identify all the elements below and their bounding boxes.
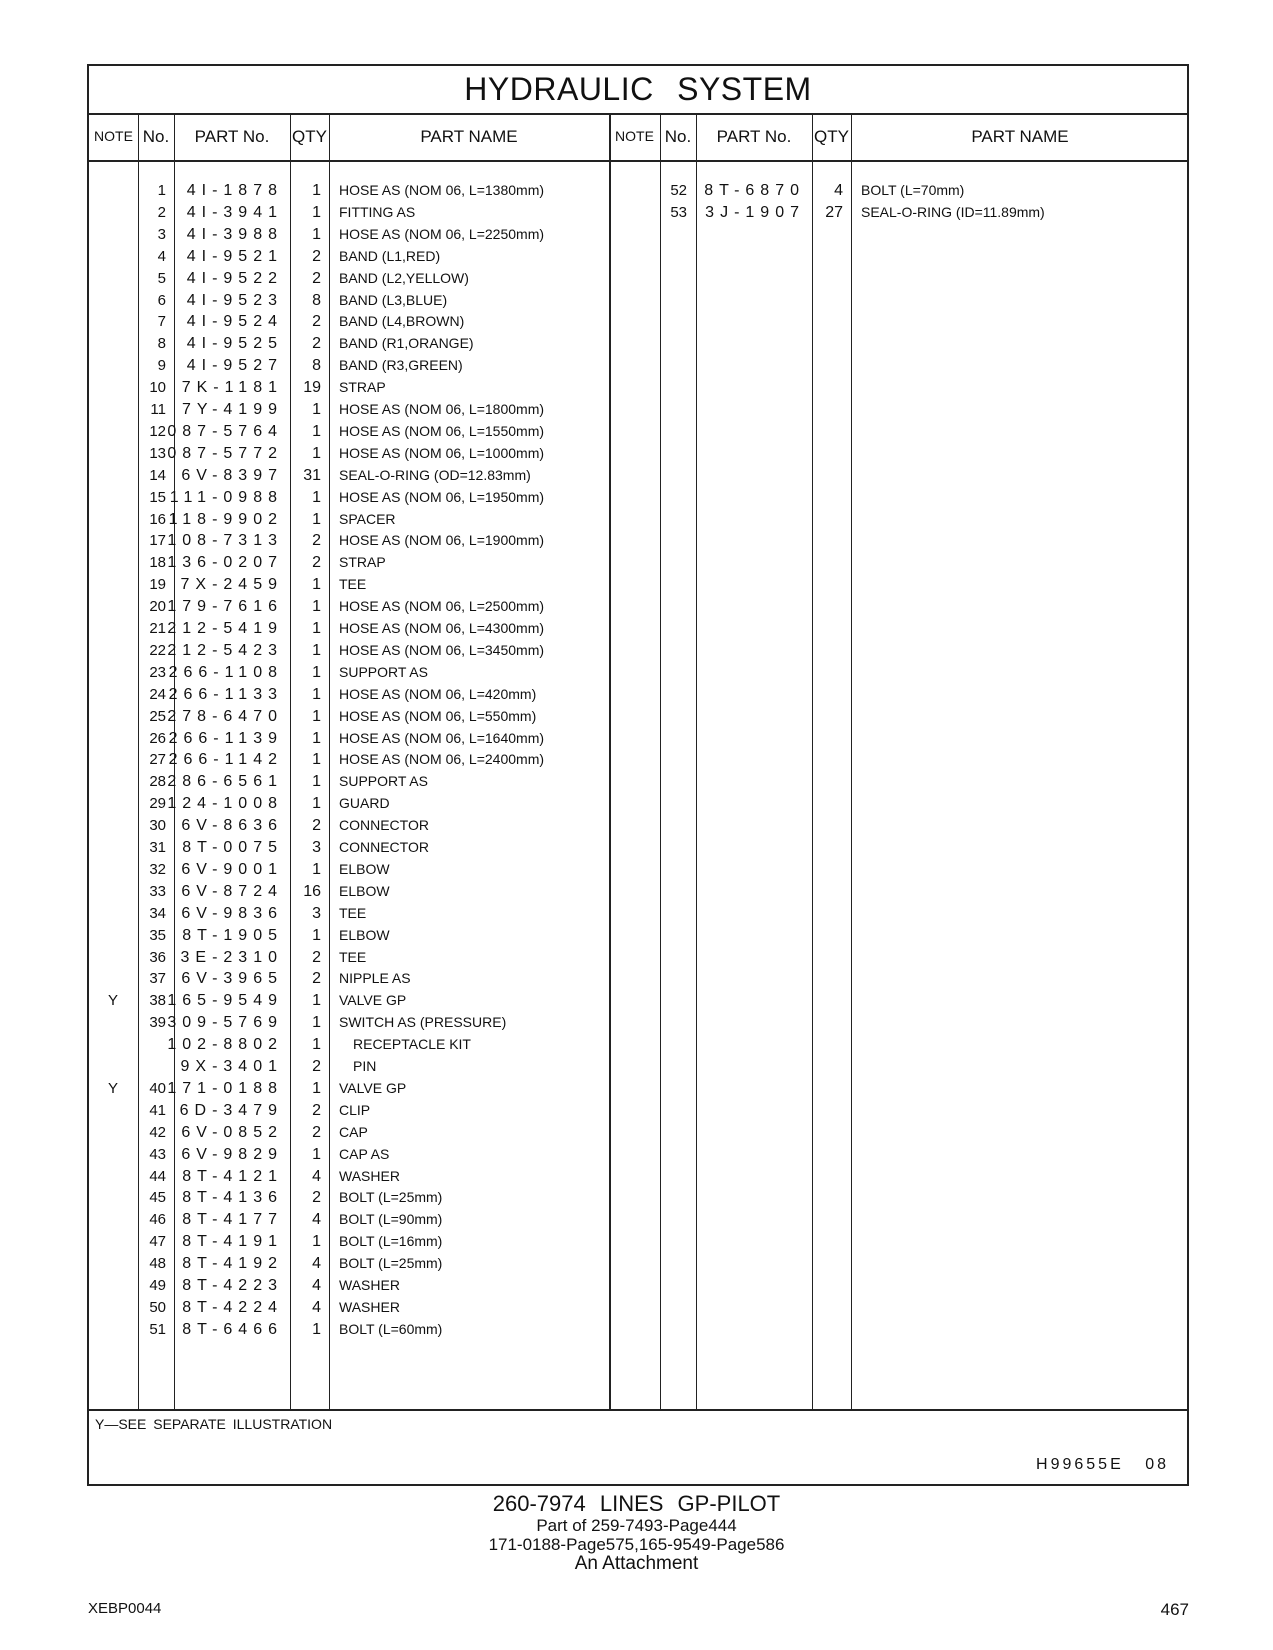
cell-part: 8T-4223	[182, 1277, 283, 1294]
cell-part: 3J-1907	[705, 203, 805, 221]
cell-name: BOLT (L=25mm)	[339, 1255, 443, 1272]
cell-qty: 2	[312, 1058, 321, 1075]
cell-qty: 1	[312, 992, 321, 1010]
cell-no: 19	[149, 576, 166, 594]
cell-qty: 1	[312, 1145, 321, 1163]
cell-qty: 1	[312, 751, 321, 769]
cell-no: 8	[157, 335, 166, 353]
column-divider	[609, 113, 611, 1409]
cell-qty: 1	[312, 510, 321, 528]
cell-part: 8T-6870	[704, 182, 805, 199]
cell-qty: 2	[312, 554, 321, 572]
cell-name: BAND (L4,BROWN)	[339, 313, 465, 330]
cell-no: 33	[149, 882, 166, 900]
cell-name: SUPPORT AS	[339, 663, 428, 680]
cell-part: 8T-4191	[182, 1233, 283, 1251]
cell-part: 6V-9836	[181, 904, 283, 922]
cell-name: BAND (L3,BLUE)	[339, 291, 448, 308]
cell-part: 6V-3965	[181, 970, 283, 988]
cell-name: NIPPLE AS	[339, 970, 411, 987]
cell-no: 17	[149, 532, 166, 550]
cell-no: 13	[149, 444, 166, 462]
cell-qty: 1	[312, 641, 321, 659]
cell-part: 4I-3941	[186, 203, 283, 221]
caption-title: 260-7974 LINES GP-PILOT	[492, 1491, 781, 1516]
cell-name: FITTING AS	[339, 203, 416, 220]
cell-name: SEAL-O-RING (OD=12.83mm)	[339, 466, 531, 483]
cell-no: 2	[157, 203, 166, 221]
cell-name: ELBOW	[339, 882, 390, 899]
cell-qty: 1	[312, 488, 321, 506]
cell-no: 12	[149, 422, 166, 440]
cell-qty: 2	[312, 1189, 321, 1207]
cell-part: 7Y-4199	[181, 401, 283, 418]
cell-no: 29	[149, 795, 166, 813]
cell-qty: 4	[312, 1211, 321, 1229]
cell-no: 50	[149, 1298, 166, 1316]
cell-part: 266-1133	[168, 685, 283, 703]
cell-part: 212-5423	[167, 641, 283, 659]
cell-part: 4I-9527	[186, 357, 283, 375]
header-qty-left: QTY	[292, 127, 327, 146]
cell-no: 49	[149, 1277, 166, 1294]
cell-qty: 3	[312, 904, 321, 922]
cell-qty: 1	[312, 1014, 321, 1032]
cell-name: WASHER	[339, 1167, 400, 1184]
header-part-no-left: PART No.	[194, 127, 270, 146]
cell-name: SPACER	[339, 510, 396, 527]
cell-no: 10	[149, 379, 166, 397]
cell-no: 45	[149, 1189, 166, 1207]
cell-name: CLIP	[339, 1101, 371, 1118]
header-note-left: NOTE	[94, 128, 133, 144]
cell-name: HOSE AS (NOM 06, L=1900mm)	[339, 532, 545, 549]
cell-part: 6D-3479	[179, 1101, 283, 1119]
cell-name: BOLT (L=60mm)	[339, 1320, 443, 1337]
cell-part: 136-0207	[167, 554, 283, 572]
cell-no: 30	[149, 817, 166, 835]
cell-qty: 1	[312, 860, 321, 878]
cell-part: 6V-9001	[181, 860, 283, 878]
cell-name: BOLT (L=70mm)	[861, 182, 965, 198]
cell-name: WASHER	[339, 1277, 400, 1293]
cell-name: SEAL-O-RING (ID=11.89mm)	[861, 203, 1045, 220]
cell-part: 309-5769	[167, 1014, 283, 1032]
divider	[89, 1409, 1187, 1411]
cell-part: 8T-6466	[182, 1320, 283, 1338]
header-qty-right: QTY	[814, 127, 849, 146]
cell-name: STRAP	[339, 554, 386, 571]
cell-qty: 8	[312, 291, 321, 309]
cell-qty: 8	[312, 357, 321, 375]
cell-qty: 4	[834, 182, 843, 199]
cell-no: 42	[149, 1123, 166, 1141]
cell-qty: 1	[312, 663, 321, 681]
cell-part: 8T-4136	[182, 1189, 283, 1207]
cell-no: 15	[149, 488, 166, 506]
header-note-right: NOTE	[615, 128, 654, 144]
cell-name: HOSE AS (NOM 06, L=1640mm)	[339, 729, 545, 746]
cell-part: 165-9549	[167, 992, 283, 1010]
cell-no: 18	[149, 554, 166, 572]
cell-note: Y	[107, 1079, 118, 1097]
cell-name: HOSE AS (NOM 06, L=1000mm)	[339, 444, 545, 461]
cell-part: 4I-9522	[186, 269, 283, 287]
cell-name: SUPPORT AS	[339, 773, 428, 790]
cell-name: HOSE AS (NOM 06, L=420mm)	[339, 685, 537, 702]
cell-part: 3E-2310	[180, 948, 283, 966]
cell-qty: 1	[312, 685, 321, 703]
cell-part: 4I-1878	[186, 182, 283, 199]
cell-part: 8T-4192	[182, 1255, 283, 1273]
column-divider	[696, 113, 697, 1409]
cell-name: STRAP	[339, 379, 386, 396]
cell-name: HOSE AS (NOM 06, L=3450mm)	[339, 641, 545, 658]
cell-no: 52	[670, 182, 687, 199]
cell-part: 278-6470	[167, 707, 283, 725]
cell-name: VALVE GP	[339, 1079, 407, 1096]
cell-qty: 4	[312, 1255, 321, 1273]
cell-name: GUARD	[339, 795, 390, 812]
cell-name: TEE	[339, 948, 367, 965]
cell-qty: 4	[312, 1167, 321, 1185]
cell-qty: 1	[312, 576, 321, 594]
header-part-no-right: PART No.	[716, 127, 792, 146]
cell-name: PIN	[353, 1058, 377, 1074]
illustration-code: H99655E 08	[1036, 1456, 1169, 1473]
cell-part: 179-7616	[167, 598, 283, 616]
header-no-right: No.	[664, 127, 692, 146]
cell-name: SWITCH AS (PRESSURE)	[339, 1014, 507, 1031]
cell-part: 8T-4224	[182, 1298, 283, 1316]
cell-no: 1	[157, 182, 166, 199]
cell-no: 44	[149, 1167, 166, 1185]
cell-qty: 1	[312, 707, 321, 725]
header-no-left: No.	[142, 127, 170, 146]
cell-no: 14	[149, 466, 166, 484]
document-id: XEBP0044	[88, 1600, 162, 1617]
cell-part: 266-1139	[168, 729, 283, 747]
parts-table-frame	[87, 64, 1189, 1486]
cell-no: 9	[157, 357, 166, 375]
cell-qty: 4	[312, 1277, 321, 1294]
cell-qty: 2	[312, 1101, 321, 1119]
caption-part-of: Part of 259-7493-Page444	[536, 1516, 737, 1535]
cell-no: 16	[149, 510, 166, 528]
cell-no: 51	[149, 1320, 166, 1338]
cell-part: 4I-9524	[186, 313, 283, 331]
cell-qty: 1	[312, 1079, 321, 1097]
cell-note: Y	[107, 992, 118, 1010]
header-part-name-left: PART NAME	[420, 127, 518, 146]
cell-no: 36	[149, 948, 166, 966]
cell-name: HOSE AS (NOM 06, L=550mm)	[339, 707, 537, 724]
cell-part: 111-0988	[169, 488, 283, 506]
cell-no: 25	[149, 707, 166, 725]
cell-qty: 1	[312, 598, 321, 616]
cell-name: BAND (L1,RED)	[339, 247, 441, 264]
cell-qty: 1	[312, 773, 321, 791]
cell-qty: 3	[312, 839, 321, 856]
cell-no: 24	[149, 685, 166, 703]
cell-name: HOSE AS (NOM 06, L=1950mm)	[339, 488, 545, 505]
cell-no: 27	[149, 751, 166, 769]
cell-part: 4I-3988	[186, 225, 283, 243]
cell-qty: 2	[312, 970, 321, 988]
cell-qty: 1	[312, 1036, 321, 1054]
cell-no: 41	[149, 1101, 166, 1119]
cell-qty: 1	[312, 422, 321, 440]
cell-no: 32	[149, 860, 166, 878]
cell-name: ELBOW	[339, 926, 390, 943]
cell-qty: 1	[312, 620, 321, 637]
cell-part: 087-5772	[167, 444, 283, 462]
cell-qty: 2	[312, 313, 321, 331]
cell-part: 4I-9521	[186, 247, 283, 265]
cell-qty: 1	[312, 1320, 321, 1338]
header-part-name-right: PART NAME	[971, 127, 1069, 146]
cell-no: 4	[157, 247, 166, 265]
cell-qty: 1	[312, 182, 321, 199]
cell-no: 7	[157, 313, 166, 331]
cell-part: 6V-8397	[181, 466, 283, 484]
cell-name: HOSE AS (NOM 06, L=1550mm)	[339, 422, 545, 439]
cell-qty: 1	[312, 729, 321, 747]
cell-name: HOSE AS (NOM 06, L=2500mm)	[339, 598, 545, 615]
cell-name: VALVE GP	[339, 992, 407, 1009]
cell-qty: 2	[312, 817, 321, 835]
cell-name: CAP	[339, 1123, 368, 1140]
cell-qty: 1	[312, 203, 321, 221]
column-headers	[89, 113, 1187, 162]
page-number: 467	[1160, 1600, 1189, 1619]
cell-qty: 1	[312, 795, 321, 813]
cell-qty: 31	[303, 466, 321, 484]
column-divider	[851, 113, 852, 1409]
cell-qty: 2	[312, 948, 321, 966]
cell-qty: 1	[312, 444, 321, 462]
cell-no: 31	[149, 839, 166, 856]
cell-qty: 1	[312, 225, 321, 243]
cell-part: 8T-4121	[182, 1167, 283, 1185]
cell-part: 266-1142	[168, 751, 283, 769]
cell-qty: 2	[312, 532, 321, 550]
cell-name: HOSE AS (NOM 06, L=4300mm)	[339, 620, 545, 636]
cell-part: 6V-0852	[181, 1123, 283, 1141]
cell-no: 53	[670, 203, 687, 221]
cell-no: 38	[149, 992, 166, 1010]
cell-name: CAP AS	[339, 1145, 390, 1162]
cell-qty: 1	[312, 926, 321, 944]
cell-part: 102-8802	[167, 1036, 283, 1054]
cell-qty: 4	[312, 1298, 321, 1316]
column-divider	[660, 113, 661, 1409]
cell-name: TEE	[339, 576, 367, 593]
cell-part: 266-1108	[168, 663, 283, 681]
cell-qty: 2	[312, 247, 321, 265]
cell-name: BOLT (L=16mm)	[339, 1233, 443, 1250]
cell-name: HOSE AS (NOM 06, L=1380mm)	[339, 182, 545, 198]
cell-no: 26	[149, 729, 166, 747]
cell-part: 118-9902	[168, 510, 283, 528]
cell-no: 40	[149, 1079, 166, 1097]
cell-qty: 2	[312, 269, 321, 287]
footnote: Y—SEE SEPARATE ILLUSTRATION	[95, 1416, 333, 1432]
column-divider	[329, 113, 330, 1409]
cell-no: 35	[149, 926, 166, 944]
cell-name: WASHER	[339, 1298, 400, 1315]
cell-name: BAND (R3,GREEN)	[339, 357, 463, 374]
cell-no: 28	[149, 773, 166, 791]
cell-no: 39	[149, 1014, 166, 1032]
cell-no: 48	[149, 1255, 166, 1273]
cell-part: 171-0188	[167, 1079, 283, 1097]
cell-name: BAND (R1,ORANGE)	[339, 335, 474, 352]
cell-no: 22	[149, 641, 166, 659]
cell-part: 286-6561	[167, 773, 283, 791]
cell-no: 20	[149, 598, 166, 616]
cell-qty: 1	[312, 401, 321, 418]
cell-part: 7K-1181	[181, 379, 283, 397]
cell-part: 9X-3401	[180, 1058, 283, 1075]
cell-part: 6V-8636	[181, 817, 283, 835]
cell-name: HOSE AS (NOM 06, L=2400mm)	[339, 751, 545, 768]
cell-part: 6V-9829	[181, 1145, 283, 1163]
cell-no: 11	[150, 401, 166, 418]
cell-part: 124-1008	[167, 795, 283, 813]
cell-no: 21	[149, 620, 166, 637]
cell-name: BAND (L2,YELLOW)	[339, 269, 469, 286]
cell-part: 6V-8724	[181, 882, 283, 900]
cell-no: 34	[149, 904, 166, 922]
cell-name: ELBOW	[339, 860, 390, 877]
cell-part: 7X-2459	[180, 576, 283, 594]
table-title: HYDRAULIC SYSTEM	[89, 66, 1187, 115]
cell-no: 46	[149, 1211, 166, 1229]
cell-no: 47	[149, 1233, 166, 1251]
caption-references: 171-0188-Page575,165-9549-Page586	[488, 1535, 785, 1554]
cell-part: 4I-9523	[186, 291, 283, 309]
cell-no: 23	[149, 663, 166, 681]
cell-qty: 19	[303, 379, 321, 397]
cell-part: 087-5764	[167, 422, 283, 440]
cell-no: 5	[157, 269, 166, 287]
cell-name: RECEPTACLE KIT	[353, 1036, 471, 1053]
cell-qty: 1	[312, 1233, 321, 1251]
cell-part: 212-5419	[167, 620, 283, 637]
cell-part: 4I-9525	[186, 335, 283, 353]
cell-qty: 2	[312, 1123, 321, 1141]
cell-no: 6	[157, 291, 166, 309]
cell-no: 43	[149, 1145, 166, 1163]
cell-part: 8T-4177	[182, 1211, 283, 1229]
caption-attachment: An Attachment	[574, 1553, 699, 1574]
cell-name: CONNECTOR	[339, 817, 429, 834]
cell-name: HOSE AS (NOM 06, L=2250mm)	[339, 225, 545, 242]
column-divider	[812, 113, 813, 1409]
cell-name: TEE	[339, 904, 367, 921]
cell-part: 8T-1905	[182, 926, 283, 944]
cell-name: BOLT (L=90mm)	[339, 1211, 443, 1228]
cell-name: HOSE AS (NOM 06, L=1800mm)	[339, 401, 545, 417]
cell-part: 8T-0075	[182, 839, 283, 856]
cell-name: BOLT (L=25mm)	[339, 1189, 443, 1206]
cell-part: 108-7313	[167, 532, 283, 550]
cell-qty: 16	[303, 882, 321, 900]
cell-qty: 2	[312, 335, 321, 353]
cell-no: 37	[149, 970, 166, 988]
cell-qty: 27	[825, 203, 843, 221]
cell-name: CONNECTOR	[339, 839, 429, 855]
cell-no: 3	[157, 225, 166, 243]
